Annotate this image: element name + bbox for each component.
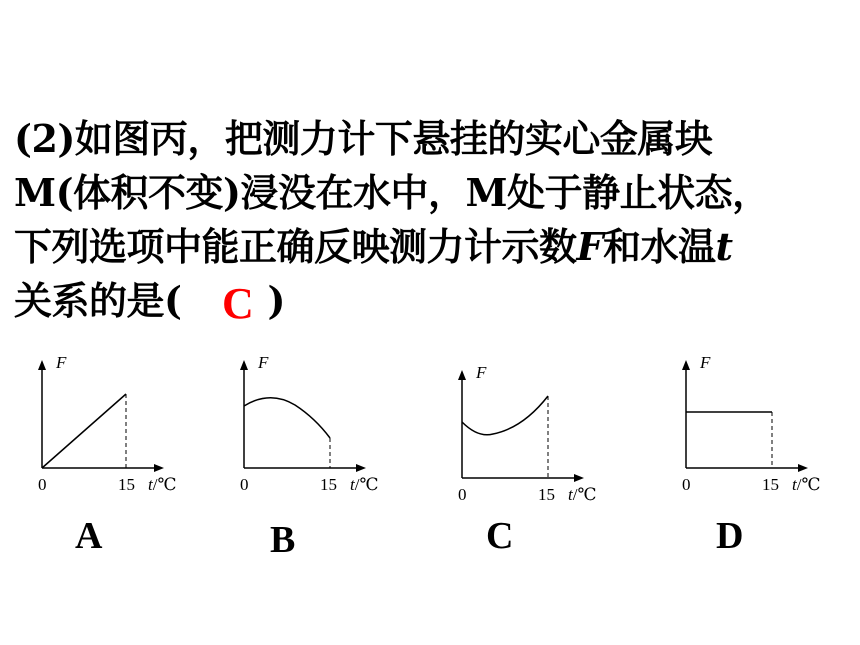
x-axis-label: t/℃ (148, 475, 177, 494)
graph-d (672, 350, 842, 500)
origin-label: 0 (458, 485, 467, 504)
origin-label: 0 (240, 475, 249, 494)
y-axis-label: F (258, 353, 269, 372)
graph-c (448, 360, 618, 510)
y-axis-label: F (476, 363, 487, 382)
x-axis-label: t/℃ (568, 485, 597, 504)
y-axis-label: F (700, 353, 711, 372)
y-axis-label: F (56, 353, 67, 372)
origin-label: 0 (682, 475, 691, 494)
option-label-d: D (716, 515, 744, 557)
origin-label: 0 (38, 475, 47, 494)
option-label-c: C (486, 515, 514, 557)
x-axis-label: t/℃ (350, 475, 379, 494)
graph-a (28, 350, 198, 500)
graph-curve (244, 398, 330, 438)
x-axis-label: t/℃ (792, 475, 821, 494)
tick-label-15: 15 (118, 475, 135, 494)
graph-curve (462, 396, 548, 435)
tick-label-15: 15 (320, 475, 337, 494)
question-text (14, 112, 854, 328)
tick-label-15: 15 (538, 485, 555, 504)
graph-curve (42, 394, 126, 468)
answer-mark: C (222, 279, 254, 328)
option-label-b: B (270, 519, 296, 561)
tick-label-15: 15 (762, 475, 779, 494)
question-line-4: 关系的是( ) (14, 278, 285, 323)
question-line-3: 下列选项中能正确反映测力计示数F和水温t (14, 224, 733, 269)
question-line-2: M(体积不变)浸没在水中，M处于静止状态， (14, 170, 770, 215)
question-line-1: (2)如图丙，把测力计下悬挂的实心金属块 (14, 116, 713, 161)
option-label-a: A (75, 515, 103, 557)
graph-b (230, 350, 400, 500)
